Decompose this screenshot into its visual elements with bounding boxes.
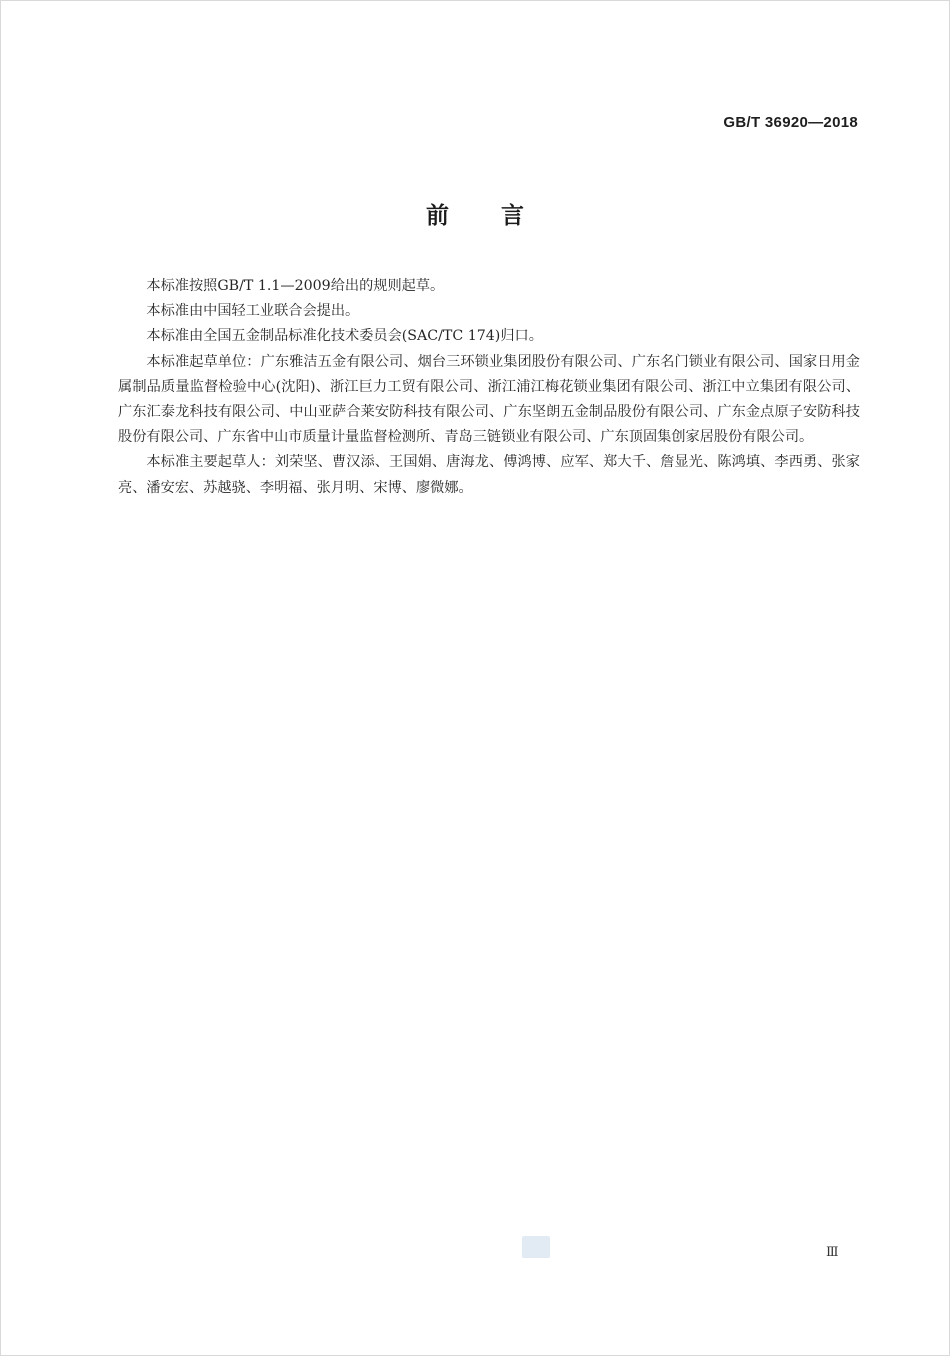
- page-number: Ⅲ: [826, 1245, 839, 1260]
- paragraph-committee: 本标准由全国五金制品标准化技术委员会(SAC/TC 174)归口。: [146, 328, 543, 345]
- foreword-body: [118, 274, 860, 501]
- standard-code: GB/T 36920—2018: [723, 114, 858, 131]
- paragraph-drafters: 本标准主要起草人：刘荣坚、曹汉添、王国娟、唐海龙、傅鸿博、应军、郑大千、詹显光、陈鸿填、李西勇、张家亮、潘安宏、苏越骁、李明福、张月明、宋博、廖微娜。: [118, 454, 860, 496]
- paragraph-proposer: 本标准由中国轻工业联合会提出。: [146, 303, 360, 320]
- page-title: 前言: [426, 203, 576, 229]
- paragraph-drafting-units: 本标准起草单位：广东雅洁五金有限公司、烟台三环锁业集团股份有限公司、广东名门锁业有限公司、国家日用金属制品质量监督检验中心(沈阳)、浙江巨力工贸有限公司、浙江浦江梅花锁业集团有限公司、浙江中立集团有限公司、广东汇泰龙科技有限公司、中山亚萨合莱安防科技有限公司、广东坚朗五金制品股份有限公司、广东金点原子安防科技股份有限公司、广东省中山市质量计量监督检测所、青岛三链锁业有限公司、广东顶固集创家居股份有限公司。: [118, 353, 860, 446]
- paragraph-drafting-rules: 本标准按照GB/T 1.1—2009给出的规则起草。: [146, 278, 445, 294]
- watermark-logo: [522, 1236, 550, 1258]
